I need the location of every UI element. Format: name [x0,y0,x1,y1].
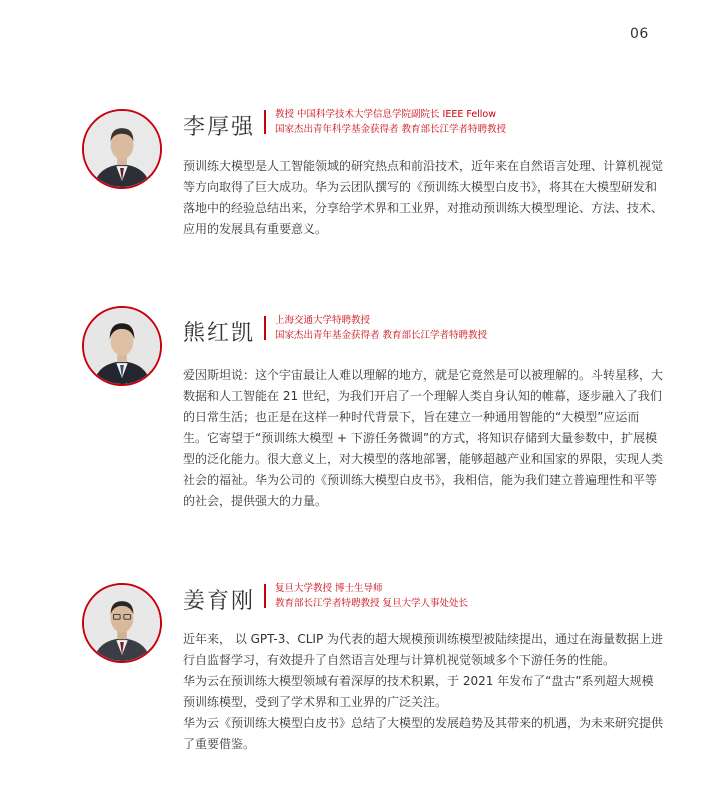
person-name: 姜育刚 [183,589,256,614]
person-title-line-1: 上海交通大学特聘教授 [275,315,371,326]
bio-paragraph: 预训练大模型是人工智能领域的研究热点和前沿技术，近年来在自然语言处理、计算机视觉等方向取得了巨大成功。华为云团队撰写的《预训练大模型白皮书》，将其在大模型研发和落地中的经验总结出来，分享给学术界和工业界，对推动预训练大模型理论、方法、技术、应用的发展具有重要意义。 [183,159,664,236]
avatar [82,109,162,189]
portrait-photo [84,308,160,384]
portrait-photo [84,585,160,661]
avatar [82,583,162,663]
person-name: 李厚强 [183,115,256,140]
bio-paragraph: 华为云在预训练大模型领域有着深厚的技术积累，于 2021 年发布了“盘古”系列超大规模预训练模型，受到了学术界和工业界的广泛关注。 [183,674,654,709]
title-divider [264,316,266,340]
bio-paragraph: 近年来， 以 GPT-3、CLIP 为代表的超大规模预训练模型被陆续提出，通过在海量数据上进行自监督学习，有效提升了自然语言处理与计算机视觉领域多个下游任务的性能。 [183,632,664,667]
title-divider [264,110,266,134]
portrait-photo [84,111,160,187]
person-title-line-1: 复旦大学教授 博士生导师 [275,583,383,594]
person-title-line-2: 国家杰出青年基金获得者 教育部长江学者特聘教授 [275,330,488,341]
person-title-line-2: 国家杰出青年科学基金获得者 教育部长江学者特聘教授 [275,124,507,135]
person-bio [183,156,663,240]
title-divider [264,584,266,608]
bio-paragraph: 华为云《预训练大模型白皮书》总结了大模型的发展趋势及其带来的机遇，为未来研究提供了重要借鉴。 [183,716,664,751]
person-bio [183,365,663,512]
person-title-line-2: 教育部长江学者特聘教授 复旦大学人事处处长 [275,598,469,609]
bio-paragraph: 爱因斯坦说：这个宇宙最让人难以理解的地方，就是它竟然是可以被理解的。斗转星移，大数据和人工智能在 21 世纪，为我们开启了一个理解人类自身认知的帷幕，逐步融入了我们的日常生活；也正是在这样一种时代背景下，旨在建立一种通用智能的“大模型”应运而生。它寄望于“预训练大模型 + 下游任务微调”的方式，将知识存储到大量参数中，扩展模型的泛化能力。很大意义上，对大模型的落地部署，能够超越产业和国家的界限，实现人类社会的福祉。华为公司的《预训练大模型白皮书》，我相信，能为我们建立普遍理性和平等的社会，提供强大的力量。 [183,368,664,508]
person-bio [183,629,663,755]
avatar [82,306,162,386]
person-title-line-1: 教授 中国科学技术大学信息学院副院长 IEEE Fellow [275,109,497,120]
person-name: 熊红凯 [183,321,256,346]
page-number: 06 [630,26,649,42]
